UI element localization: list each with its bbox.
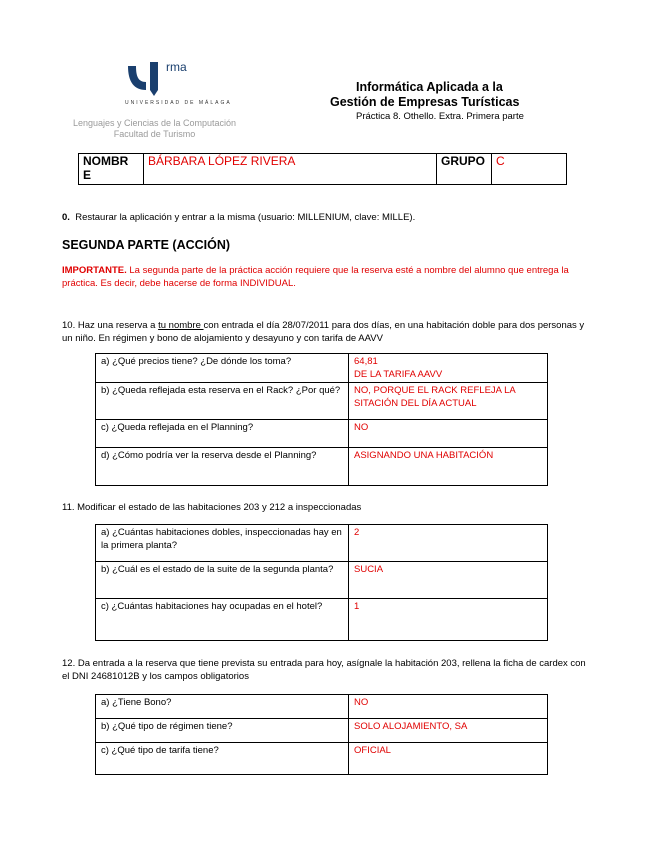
- question-11-table: [95, 524, 548, 641]
- question-cell: b) ¿Cuál es el estado de la suite de la segunda planta?: [96, 562, 349, 599]
- table-row: [96, 599, 548, 641]
- table-row: [96, 695, 548, 719]
- course-title: [330, 80, 519, 110]
- important-note: [62, 264, 592, 290]
- table-row: [96, 448, 548, 486]
- question-12-table: [95, 694, 548, 775]
- answer-cell: 1: [349, 599, 548, 641]
- question-cell: b) ¿Queda reflejada esta reserva en el Rack? ¿Por qué?: [96, 383, 349, 420]
- name-label-cell: [79, 154, 144, 185]
- step-zero-number: 0.: [62, 212, 70, 223]
- name-label-cont: E: [83, 168, 92, 182]
- question-10-table: [95, 353, 548, 486]
- answer-cell: NO: [349, 695, 548, 719]
- question-12-intro: 12. Da entrada a la reserva que tiene prevista su entrada para hoy, asígnale la habitación 203, rellena la ficha de cardex con el DNI 24681012B y los campos obligatorios: [62, 658, 586, 682]
- table-row: [96, 562, 548, 599]
- student-table: [78, 153, 567, 185]
- table-row: [96, 420, 548, 448]
- step-zero: [62, 211, 415, 224]
- table-row: [96, 354, 548, 383]
- department-block: [62, 118, 247, 140]
- question-cell: a) ¿Tiene Bono?: [96, 695, 349, 719]
- question-cell: b) ¿Qué tipo de régimen tiene?: [96, 719, 349, 743]
- step-zero-text: Restaurar la aplicación y entrar a la misma (usuario: MILLENIUM, clave: MILLE).: [75, 212, 416, 223]
- answer-cell: 2: [349, 525, 548, 562]
- question-cell: c) ¿Queda reflejada en el Planning?: [96, 420, 349, 448]
- student-name: BÁRBARA LÓPEZ RIVERA: [144, 154, 437, 185]
- question-cell: a) ¿Cuántas habitaciones dobles, inspeccionadas hay en la primera planta?: [96, 525, 349, 562]
- question-cell: d) ¿Cómo podría ver la reserva desde el Planning?: [96, 448, 349, 486]
- table-row: [96, 719, 548, 743]
- group-label: GRUPO: [437, 154, 492, 185]
- answer-cell: NO, PORQUE EL RACK REFLEJA LA SITACIÓN DEL DÍA ACTUAL: [349, 383, 548, 420]
- practice-subtitle: Práctica 8. Othello. Extra. Primera parte: [356, 111, 524, 122]
- faculty-line: Facultad de Turismo: [113, 129, 196, 139]
- logo-text: rma: [166, 60, 187, 74]
- q10-intro-underlined: tu nombre: [158, 320, 204, 331]
- answer-cell: ASIGNANDO UNA HABITACIÓN: [349, 448, 548, 486]
- section-title: SEGUNDA PARTE (ACCIÓN): [62, 238, 231, 252]
- answer-cell: [349, 354, 548, 383]
- answer-cell: SOLO ALOJAMIENTO, SA: [349, 719, 548, 743]
- table-row: [96, 743, 548, 775]
- title-line-1: Informática Aplicada a la: [356, 80, 503, 94]
- q10-intro-post: con entrada el día 28/07/2011 para dos días, en una habitación doble para dos personas y un niño. En régimen y bono de alojamiento y desayuno y con tarifa de AAVV: [62, 320, 585, 344]
- answer-cell: SUCIA: [349, 562, 548, 599]
- important-label: IMPORTANTE.: [62, 265, 127, 276]
- important-text: La segunda parte de la práctica acción requiere que la reserva esté a nombre del alumno que entrega la práctica. Es decir, debe hacerse de forma INDIVIDUAL.: [62, 265, 569, 289]
- answer-line: 64,81: [354, 356, 378, 367]
- name-label: NOMBR: [83, 154, 129, 168]
- answer-line: DE LA TARIFA AAVV: [354, 369, 443, 380]
- answer-cell: OFICIAL: [349, 743, 548, 775]
- table-row: [96, 525, 548, 562]
- question-cell: c) ¿Qué tipo de tarifa tiene?: [96, 743, 349, 775]
- question-10-intro: [62, 319, 587, 345]
- question-11-intro: 11. Modificar el estado de las habitaciones 203 y 212 a inspeccionadas: [62, 502, 362, 513]
- group-value: C: [492, 154, 567, 185]
- title-line-2: Gestión de Empresas Turísticas: [330, 95, 520, 109]
- department-line: Lenguajes y Ciencias de la Computación: [72, 118, 237, 128]
- q10-intro-pre: 10. Haz una reserva a: [62, 320, 159, 331]
- table-row: [96, 383, 548, 420]
- question-cell: a) ¿Qué precios tiene? ¿De dónde los toma?: [96, 354, 349, 383]
- logo-wordmark: UNIVERSIDAD DE MÁLAGA: [125, 100, 232, 106]
- answer-cell: NO: [349, 420, 548, 448]
- question-cell: c) ¿Cuántas habitaciones hay ocupadas en el hotel?: [96, 599, 349, 641]
